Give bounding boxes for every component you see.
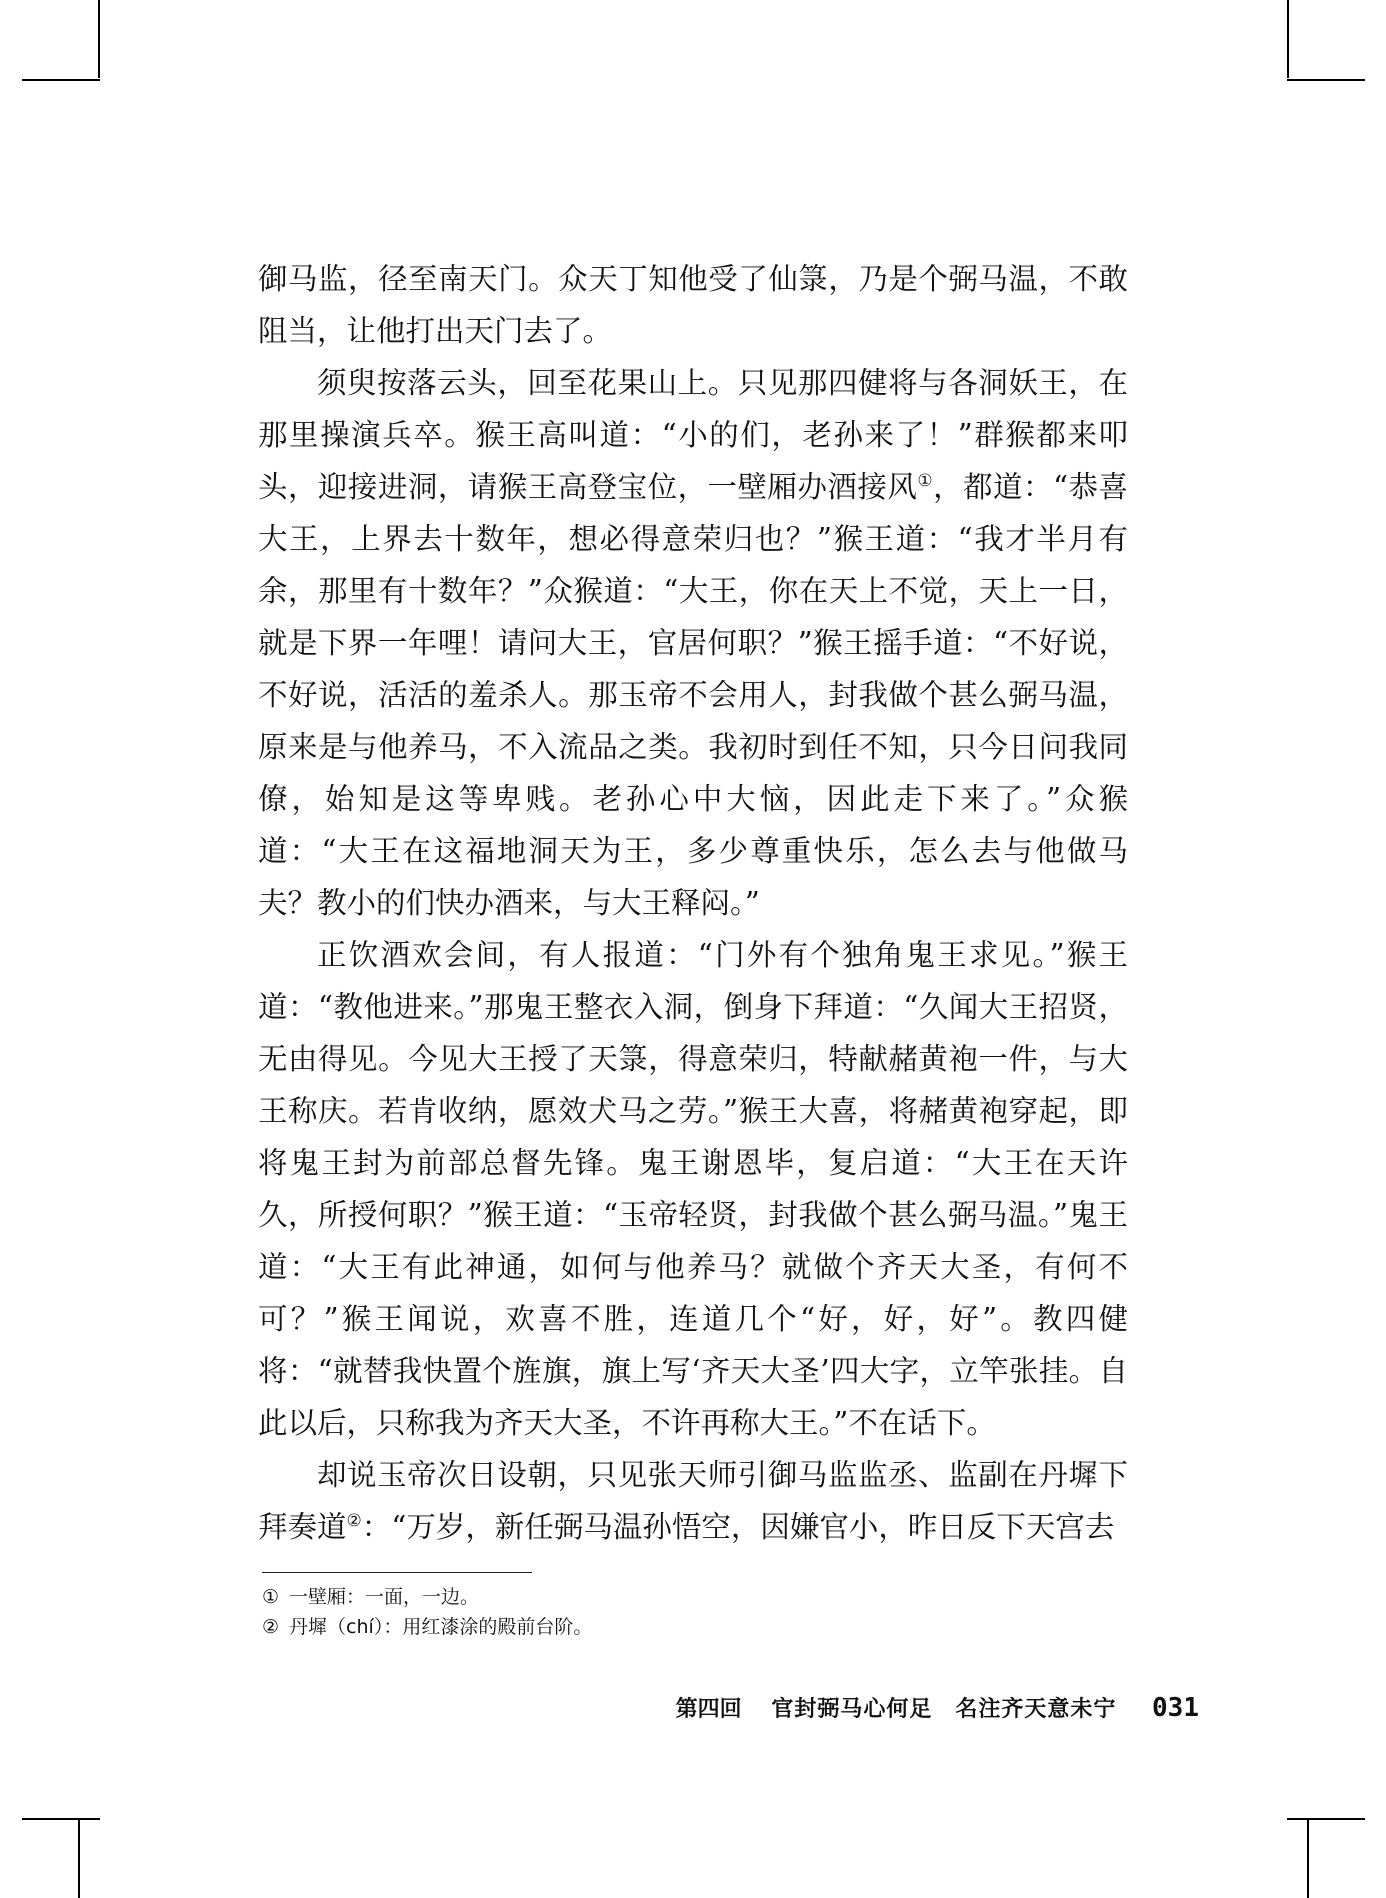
- crop-mark: [1287, 0, 1289, 78]
- crop-mark: [1287, 79, 1365, 81]
- footnote-rule: [262, 1572, 532, 1573]
- footnote-reference: ①: [917, 471, 934, 492]
- paragraph: [258, 1449, 1128, 1553]
- footnote-reference: ②: [346, 1511, 362, 1532]
- paragraph-text: 却说玉帝次日设朝，只见张天师引御马监监丞、监副在丹墀下拜奏道: [258, 1458, 1128, 1544]
- paragraph: [258, 253, 1128, 357]
- paragraph-text: 须臾按落云头，回至花果山上。只见那四健将与各洞妖王，在那里操演兵卒。猴王高叫道：“小的们，老孙来了！”群猴都来叩头，迎接进洞，请猴王高登宝位，一壁厢办酒接风: [258, 366, 1128, 504]
- footer-title: 官封弼马心何足 名注齐天意未宁: [771, 1697, 1117, 1722]
- crop-mark: [78, 1818, 80, 1898]
- crop-mark: [1287, 1818, 1365, 1820]
- running-footer: [676, 1692, 1199, 1723]
- paragraph-text: 御马监，径至南天门。众天丁知他受了仙箓，乃是个弼马温，不敢阻当，让他打出天门去了。: [258, 262, 1128, 348]
- paragraph-text: ：“万岁，新任弼马温孙悟空，因嫌官小，昨日反下天宫去: [361, 1510, 1115, 1544]
- footnote-text: 丹墀（chí）：用红漆涂的殿前台阶。: [289, 1616, 593, 1638]
- page-number: 031: [1152, 1693, 1199, 1723]
- paragraph-text: ，都道：“恭喜大王，上界去十数年，想必得意荣归也？”猴王道：“我才半月有余，那里有十数年？”众猴道：“大王，你在天上不觉，天上一日，就是下界一年哩！请问大王，官居何职？”猴王摇手道：“不好说，不好说，活活的羞杀人。那玉帝不会用人，封我做个甚么弼马温，原来是与他养马，不入流品之类。我初时到任不知，只今日问我同僚，始知是这等卑贱。老孙心中大恼，因此走下来了。”众猴道：“大王在这福地洞天为王，多少尊重快乐，怎么去与他做马夫？教小的们快办酒来，与大王释闷。”: [258, 470, 1128, 920]
- footnote: [262, 1582, 592, 1612]
- footnote-text: 一壁厢：一面，一边。: [289, 1586, 480, 1608]
- crop-mark: [22, 1818, 100, 1820]
- footnotes: [262, 1582, 592, 1642]
- footnote: [262, 1612, 592, 1642]
- crop-mark: [98, 0, 100, 78]
- body-text: [258, 253, 1128, 1553]
- paragraph: [258, 357, 1128, 929]
- paragraph: [258, 929, 1128, 1449]
- crop-mark: [1307, 1818, 1309, 1898]
- paragraph-text: 正饮酒欢会间，有人报道：“门外有个独角鬼王求见。”猴王道：“教他进来。”那鬼王整衣入洞，倒身下拜道：“久闻大王招贤，无由得见。今见大王授了天箓，得意荣归，特献赭黄袍一件，与大王称庆。若肯收纳，愿效犬马之劳。”猴王大喜，将赭黄袍穿起，即将鬼王封为前部总督先锋。鬼王谢恩毕，复启道：“大王在天许久，所授何职？”猴王道：“玉帝轻贤，封我做个甚么弼马温。”鬼王道：“大王有此神通，如何与他养马？就做个齐天大圣，有何不可？”猴王闻说，欢喜不胜，连道几个“好，好，好”。教四健将：“就替我快置个旌旗，旗上写‘齐天大圣’四大字，立竿张挂。自此以后，只称我为齐天大圣，不许再称大王。”不在话下。: [258, 938, 1128, 1440]
- crop-mark: [22, 79, 100, 81]
- footnote-mark: ②: [262, 1616, 280, 1638]
- footnote-mark: ①: [262, 1586, 280, 1608]
- footer-chapter: 第四回: [675, 1697, 742, 1722]
